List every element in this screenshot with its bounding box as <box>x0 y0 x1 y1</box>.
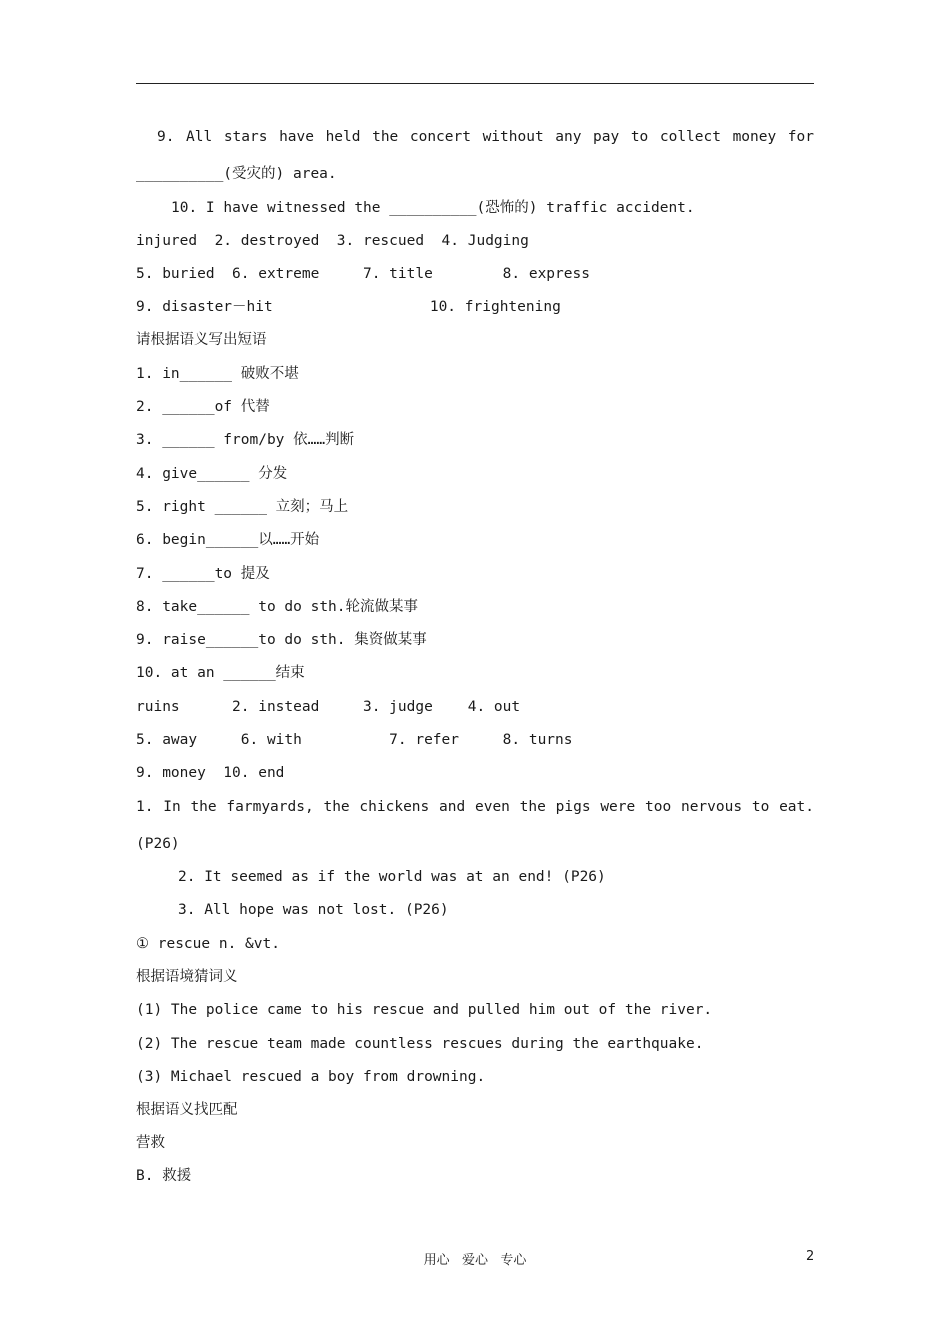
text-line: 3. ______ from/by 依……判断 <box>136 432 355 448</box>
text-line: __________(受灾的) area. <box>136 166 337 182</box>
text-line: 9. raise______to do sth. 集资做某事 <box>136 632 427 648</box>
text-line: 7. ______to 提及 <box>136 566 270 582</box>
text-line: 9. money 10. end <box>136 765 285 781</box>
text-line: injured 2. destroyed 3. rescued 4. Judging <box>136 233 529 249</box>
text-line: 9. All stars have held the concert without any pay to collect money for <box>157 129 814 145</box>
page-number: 2 <box>806 1249 815 1264</box>
text-line: 5. away 6. with 7. refer 8. turns <box>136 732 573 748</box>
text-line: 5. buried 6. extreme 7. title 8. express <box>136 266 590 282</box>
text-line: 请根据语义写出短语 <box>136 332 267 348</box>
text-line: B. 救援 <box>136 1168 192 1184</box>
text-line: 2. ______of 代替 <box>136 399 270 415</box>
text-line: 8. take______ to do sth.轮流做某事 <box>136 599 419 615</box>
text-line: (1) The police came to his rescue and pulled him out of the river. <box>136 1002 713 1018</box>
text-line: (3) Michael rescued a boy from drowning. <box>136 1069 486 1085</box>
text-line: 根据语义找匹配 <box>136 1102 238 1118</box>
footer-motto: 用心 爱心 专心 <box>423 1253 527 1268</box>
text-line: 3. All hope was not lost. (P26) <box>178 902 449 918</box>
text-line: 10. I have witnessed the __________(恐怖的) traffic accident. <box>171 200 695 216</box>
text-line: 5. right ______ 立刻；马上 <box>136 499 349 515</box>
text-line: 9. disaster－hit 10. frightening <box>136 299 561 315</box>
text-line: ruins 2. instead 3. judge 4. out <box>136 699 521 715</box>
header-rule <box>136 83 814 84</box>
text-line: 2. It seemed as if the world was at an end! (P26) <box>178 869 606 885</box>
text-line: 4. give______ 分发 <box>136 466 288 482</box>
text-line: 1. in______ 破败不堪 <box>136 366 299 382</box>
text-line: 根据语境猜词义 <box>136 969 238 985</box>
text-line: 10. at an ______结束 <box>136 665 305 681</box>
text-line: 营救 <box>136 1135 165 1151</box>
text-line: ① rescue n. &vt. <box>136 936 280 952</box>
text-line: (2) The rescue team made countless rescues during the earthquake. <box>136 1036 704 1052</box>
text-line: (P26) <box>136 836 180 852</box>
text-line: 6. begin______以……开始 <box>136 532 320 548</box>
text-line: 1. In the farmyards, the chickens and even the pigs were too nervous to eat. <box>136 799 814 815</box>
